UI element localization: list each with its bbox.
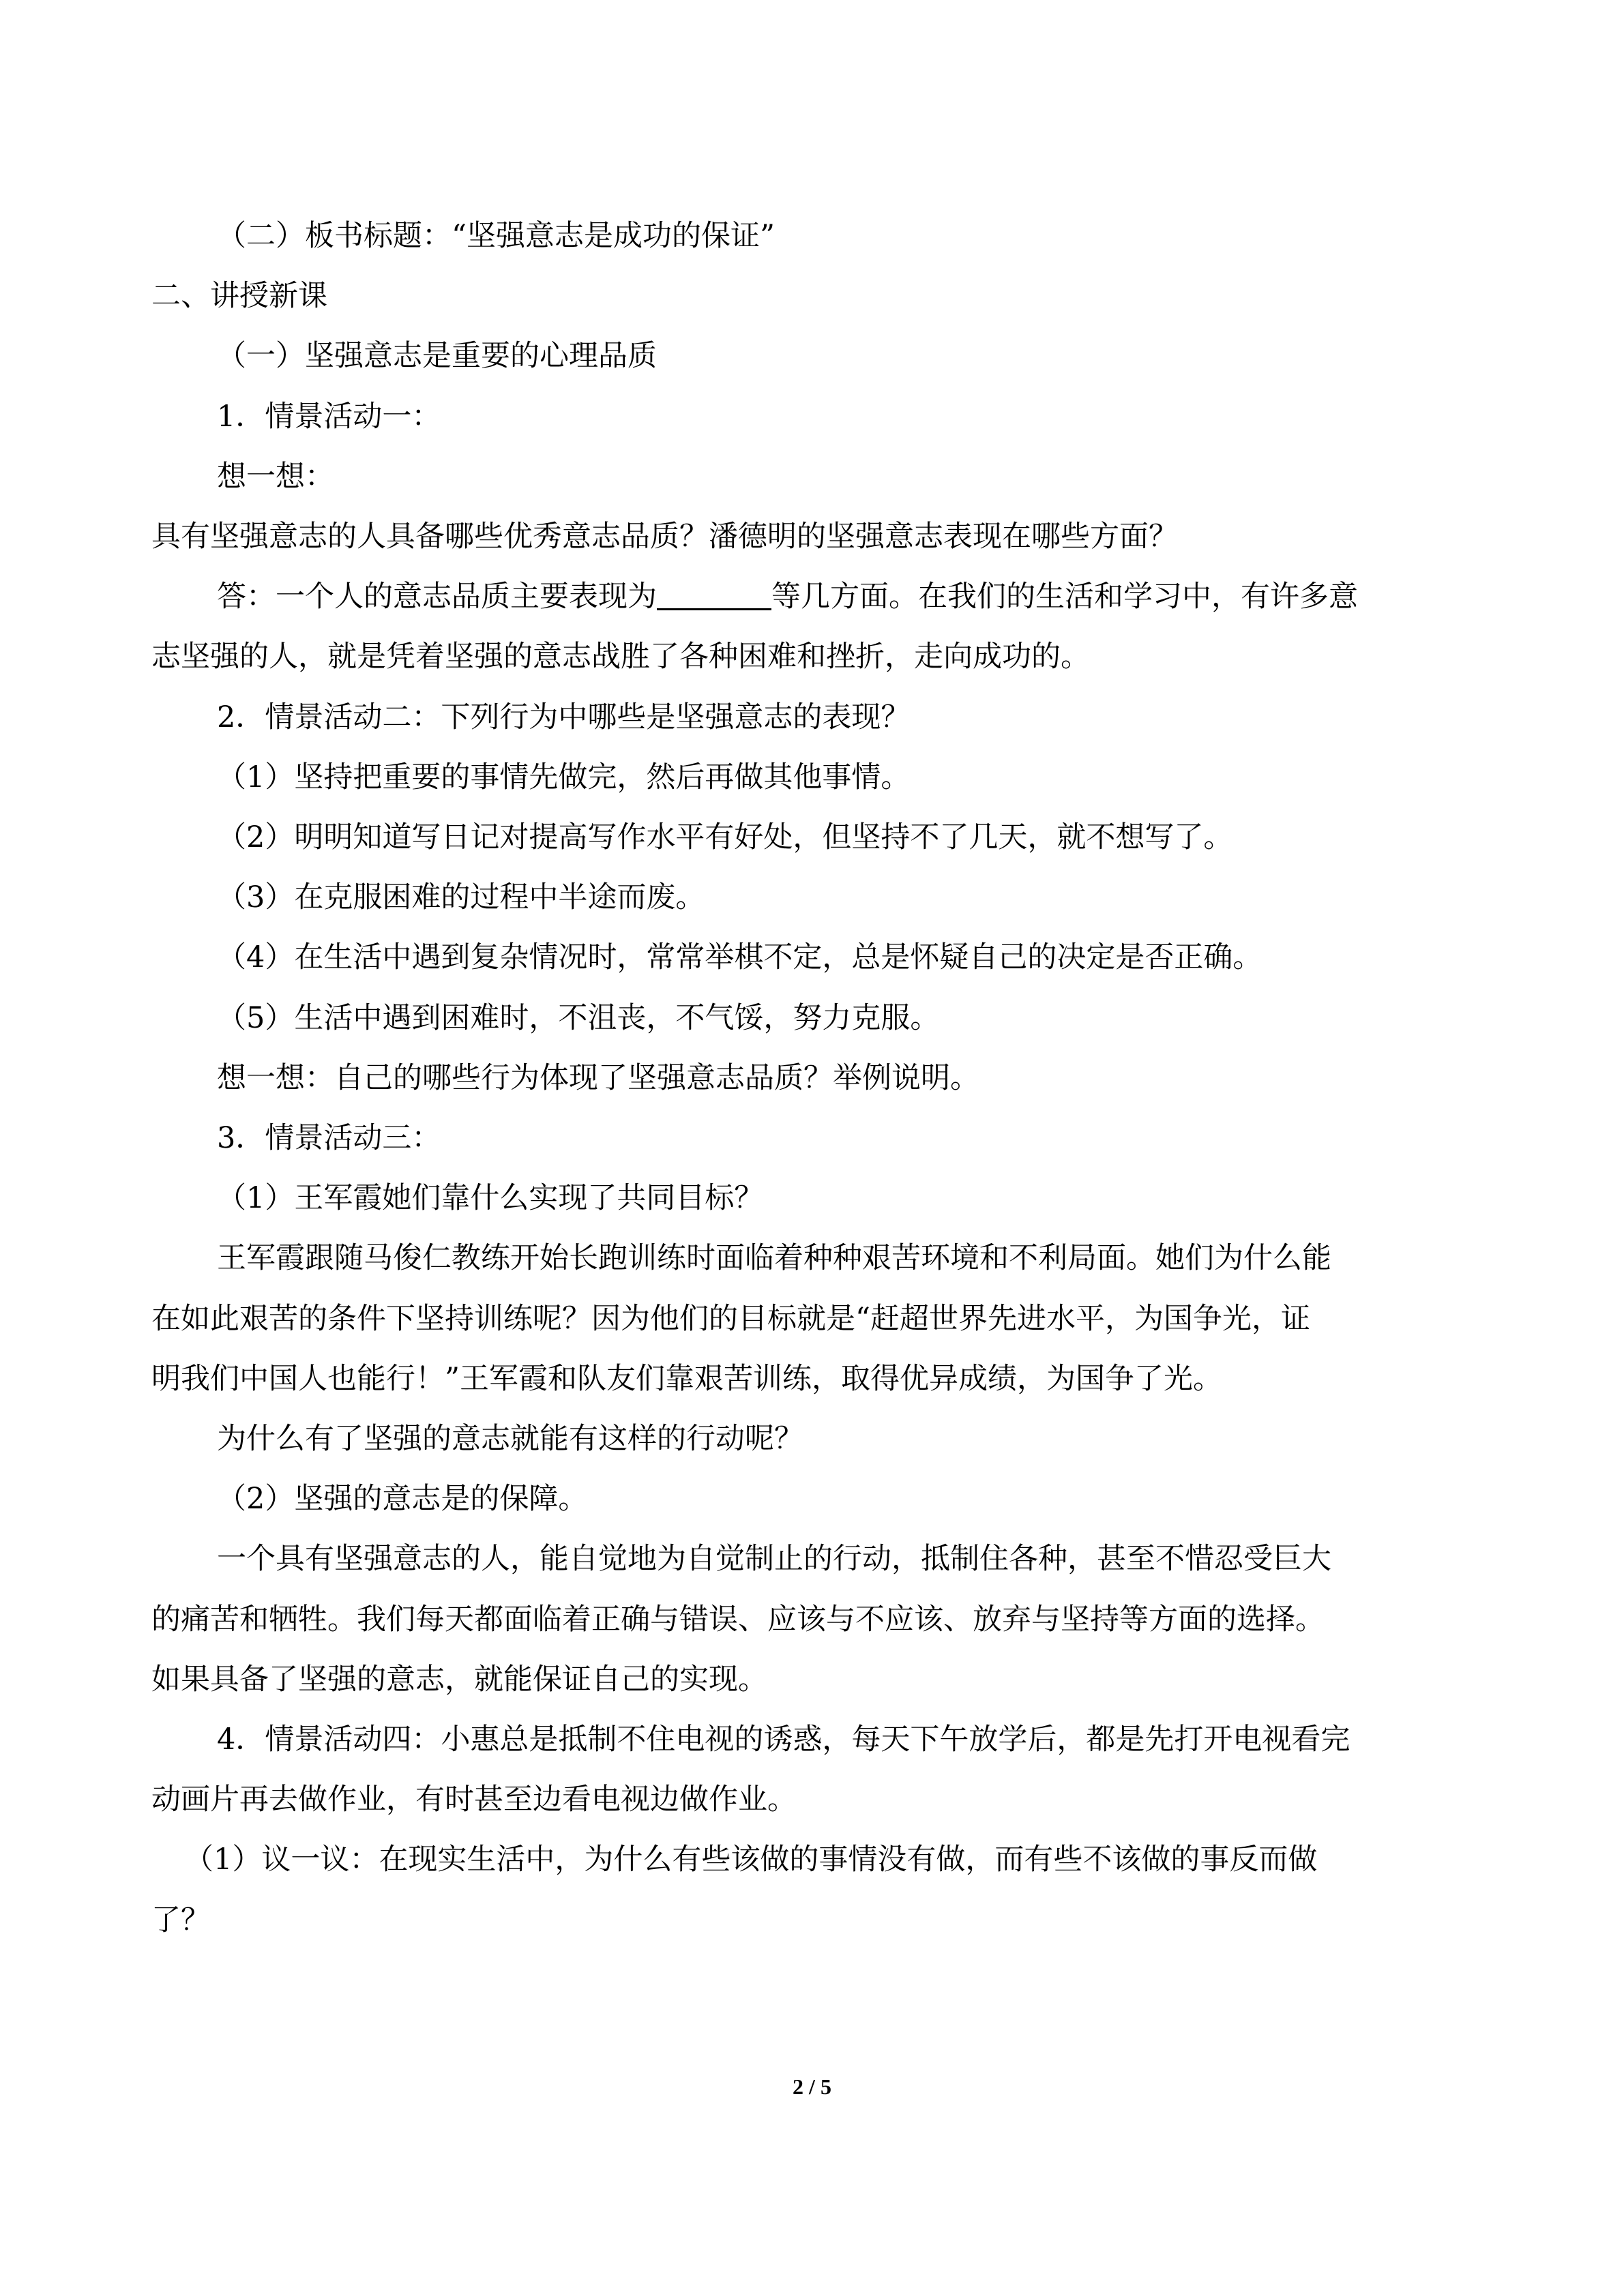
paragraph-line: 动画片再去做作业，有时甚至边看电视边做作业。: [151, 1783, 797, 1817]
page-number: 2 / 5: [793, 2074, 831, 2099]
answer-text-after-blank: 等几方面。在我们的生活和学习中，有许多意: [771, 580, 1358, 614]
list-item: （2）明明知道写日记对提高写作水平有好处，但坚持不了几天，就不想写了。: [217, 820, 1233, 854]
list-item: （5）生活中遇到困难时，不沮丧，不气馁，努力克服。: [217, 1001, 940, 1035]
paragraph-line: （二）板书标题：“坚强意志是成功的保证”: [217, 219, 775, 253]
paragraph-line: 具有坚强意志的人具备哪些优秀意志品质？潘德明的坚强意志表现在哪些方面？: [151, 520, 1178, 554]
paragraph-line: 1．情景活动一：: [217, 400, 441, 434]
list-item: （1）坚持把重要的事情先做完，然后再做其他事情。: [217, 760, 911, 794]
fill-in-blank: [657, 579, 771, 610]
paragraph-line: 志坚强的人，就是凭着坚强的意志战胜了各种困难和挫折，走向成功的。: [151, 640, 1090, 674]
paragraph-line: 3．情景活动三：: [217, 1121, 441, 1155]
paragraph-line: 王军霞跟随马俊仁教练开始长跑训练时面临着种种艰苦环境和不利局面。她们为什么能: [217, 1241, 1331, 1275]
paragraph-line: 想一想：: [217, 460, 334, 494]
paragraph-line: 了？: [151, 1903, 210, 1937]
paragraph-line: 2．情景活动二：下列行为中哪些是坚强意志的表现？: [217, 700, 911, 734]
list-item: （1）王军霞她们靠什么实现了共同目标？: [217, 1181, 764, 1215]
answer-line-with-blank: [217, 576, 1358, 617]
paragraph-line: 在如此艰苦的条件下坚持训练呢？因为他们的目标就是“赶超世界先进水平，为国争光，证: [151, 1302, 1310, 1336]
paragraph-line: 4．情景活动四：小惠总是抵制不住电视的诱惑，每天下午放学后，都是先打开电视看完: [217, 1723, 1350, 1757]
section-heading: 二、讲授新课: [151, 279, 327, 313]
list-item: （3）在克服困难的过程中半途而废。: [217, 880, 705, 914]
subsection-heading: （一）坚强意志是重要的心理品质: [217, 339, 657, 373]
answer-text-before-blank: 答：一个人的意志品质主要表现为: [217, 580, 657, 614]
list-item: （1）议一议：在现实生活中，为什么有些该做的事情没有做，而有些不该做的事反而做: [184, 1843, 1318, 1877]
list-item: （4）在生活中遇到复杂情况时，常常举棋不定，总是怀疑自己的决定是否正确。: [217, 940, 1263, 974]
paragraph-line: 如果具备了坚强的意志，就能保证自己的实现。: [151, 1663, 767, 1697]
paragraph-line: 想一想：自己的哪些行为体现了坚强意志品质？举例说明。: [217, 1061, 979, 1095]
paragraph-line: 明我们中国人也能行！”王军霞和队友们靠艰苦训练，取得优异成绩，为国争了光。: [151, 1362, 1222, 1396]
paragraph-line: 为什么有了坚强的意志就能有这样的行动呢？: [217, 1422, 803, 1456]
list-item: （2）坚强的意志是的保障。: [217, 1482, 588, 1516]
paragraph-line: 一个具有坚强意志的人，能自觉地为自觉制止的行动，抵制住各种，甚至不惜忍受巨大: [217, 1542, 1331, 1576]
paragraph-line: 的痛苦和牺牲。我们每天都面临着正确与错误、应该与不应该、放弃与坚持等方面的选择。: [151, 1602, 1325, 1637]
